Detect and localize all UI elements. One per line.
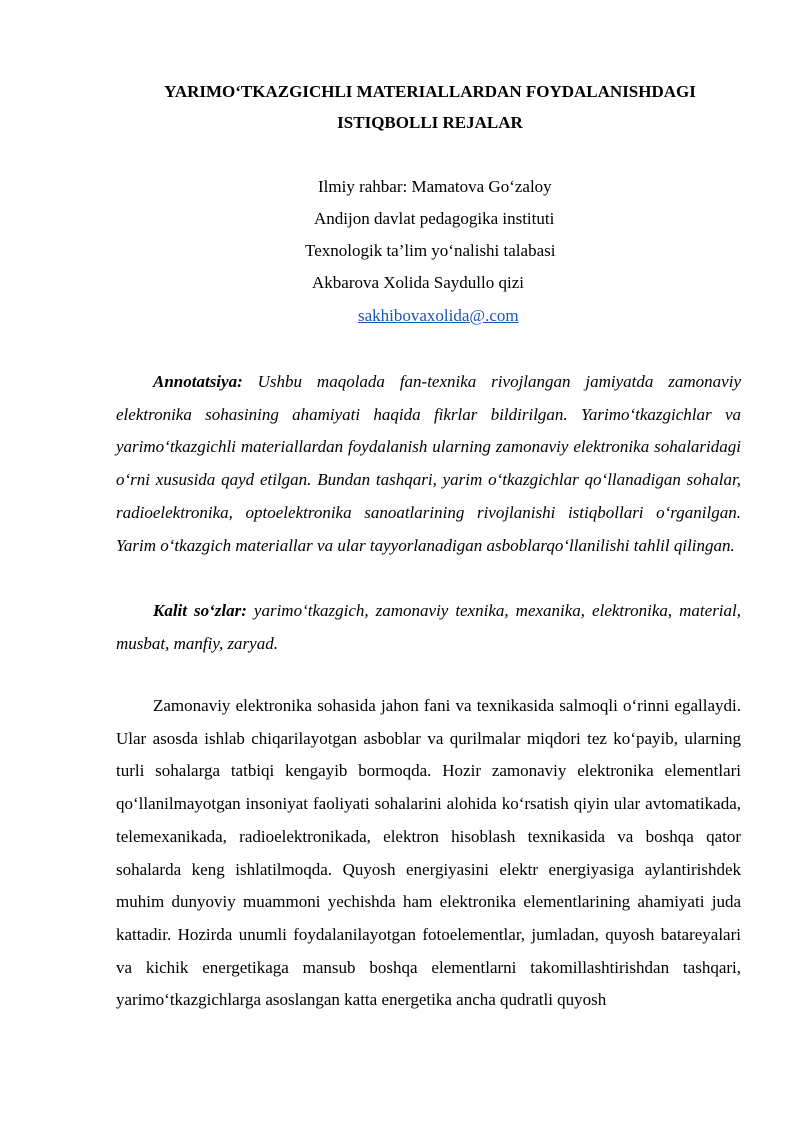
keywords-paragraph: [116, 595, 741, 660]
keywords-text: yarimo‘tkazgich, zamonaviy texnika, mexanika, elektronika, material, musbat, manfiy, zaryad.: [116, 601, 741, 653]
abstract-label: Annotatsiya:: [153, 372, 243, 391]
institute-line: Andijon davlat pedagogika instituti: [314, 209, 555, 228]
paper-title: [60, 76, 800, 138]
paper-title-line-2: ISTIQBOLLI REJALAR: [337, 113, 523, 132]
student-name-line: Akbarova Xolida Saydullo qizi: [312, 273, 524, 292]
program-line: Texnologik ta’lim yo‘nalishi talabasi: [305, 241, 556, 260]
body-paragraph: Zamonaviy elektronika sohasida jahon fani va texnikasida salmoqli o‘rinni egallaydi. Ular asosda ishlab chiqarilayotgan asboblar va qurilmalar miqdori tez ko‘payib, ularning turli sohalarga tatbiqi kengayib bormoqda. Hozir zamonaviy elektronika elementlari qo‘llanilmayotgan insoniyat faoliyati sohalarini alohida ko‘rsatish qiyin ular avtomatikada, telemexanikada, radioelektronikada, elektron hisoblash texnikasida va boshqa qator sohalarda keng ishlatilmoqda. Quyosh energiyasini elektr energiyasiga aylantirishdek muhim dunyoviy muammoni yechishda ham elektronika elementlarining ahamiyati juda kattadir. Hozirda unumli foydalanilayotgan fotoelementlar, jumladan, quyosh batareyalari va kichik energetikaga mansub boshqa elementlarni takomillashtirishdan tashqari, yarimo‘tkazgichlarga asoslangan katta energetika ancha qudratli quyosh: [116, 696, 741, 1010]
abstract-text: Ushbu maqolada fan-texnika rivojlangan jamiyatda zamonaviy elektronika sohasining ahamiyati haqida fikrlar bildirilgan. Yarimo‘tkazgichlar va yarimo‘tkazgichli materiallardan foydalanish ularning zamonaviy elektronika sohalaridagi o‘rni xususida qayd etilgan. Bundan tashqari, yarim o‘tkazgichlar qo‘llanadigan sohalar, radioelektronika, optoelektronika sanoatlarining rivojlanishi istiqbollari o‘rganilgan. Yarim o‘tkazgich materiallar va ular tayyorlanadigan asboblarqo‘llanilishi tahlil qilingan.: [116, 372, 741, 555]
author-email-link[interactable]: sakhibovaxolida@.com: [358, 306, 519, 325]
paper-title-line-1: YARIMO‘TKAZGICHLI MATERIALLARDAN FOYDALANISHDAGI: [164, 82, 696, 101]
supervisor-line: Ilmiy rahbar: Mamatova Go‘zaloy: [318, 177, 552, 196]
abstract-paragraph: [116, 366, 741, 562]
keywords-label: Kalit so‘zlar:: [153, 601, 247, 620]
